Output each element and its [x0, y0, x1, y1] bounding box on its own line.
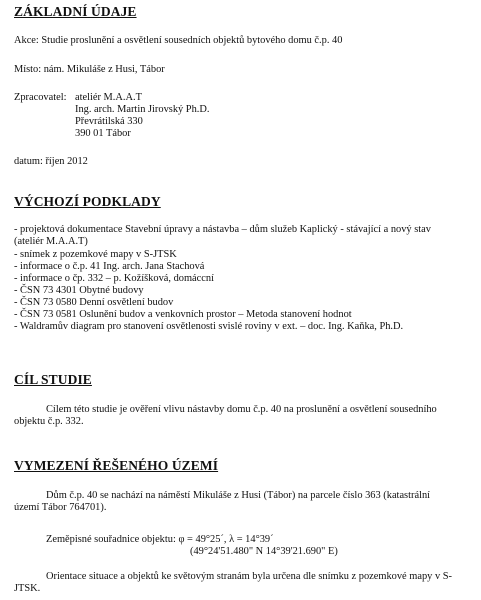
zpracovatel-label: Zpracovatel:	[14, 92, 67, 103]
zpracovatel-line-2: Ing. arch. Martin Jirovský Ph.D.	[75, 104, 210, 115]
cil-paragraph: Cílem této studie je ověření vlivu nástavby domu č.p. 40 na proslunění a osvětlení sousedního objektu č.p. 332.	[14, 404, 437, 427]
heading-zakladni-udaje: ZÁKLADNÍ ÚDAJE	[14, 4, 137, 19]
zpracovatel-line-4: 390 01 Tábor	[75, 128, 131, 139]
misto-line: Místo: nám. Mikuláše z Husi, Tábor	[14, 64, 165, 75]
podklady-item: - ČSN 73 0581 Oslunění budov a venkovních prostor – Metoda stanovení hodnot	[14, 309, 352, 320]
coords-line-1: Zeměpisné souřadnice objektu: φ = 49°25´, λ = 14°39´	[46, 534, 274, 545]
podklady-item: - snímek z pozemkové mapy v S-JTSK	[14, 249, 177, 260]
vymezeni-paragraph-1: Dům č.p. 40 se nachází na náměstí Mikuláše z Husi (Tábor) na parcele číslo 363 (katastrální území Tábor 764701).	[14, 490, 431, 513]
heading-vychozi-podklady: VÝCHOZÍ PODKLADY	[14, 194, 161, 209]
podklady-item: - ČSN 73 4301 Obytné budovy	[14, 285, 144, 296]
vymezeni-paragraph-2: Orientace situace a objektů ke světovým stranám byla určena dle snímku z pozemkové mapy v S-JTSK.	[14, 571, 452, 594]
heading-vymezeni: VYMEZENÍ ŘEŠENÉHO ÚZEMÍ	[14, 458, 219, 473]
podklady-item: - ČSN 73 0580 Denní osvětlení budov	[14, 297, 174, 308]
podklady-item: - projektová dokumentace Stavební úpravy a nástavba – dům služeb Kaplický - stávající a nový stav (ateliér M.A.A.T)	[14, 224, 431, 247]
akce-line: Akce: Studie proslunění a osvětlení sousedních objektů bytového domu č.p. 40	[14, 35, 343, 46]
datum-line: datum: říjen 2012	[14, 156, 88, 167]
podklady-item: - informace o čp. 332 – p. Kožíšková, domáccní	[14, 273, 214, 284]
zpracovatel-line-1: ateliér M.A.A.T	[75, 92, 142, 103]
zpracovatel-line-3: Převrátilská 330	[75, 116, 143, 127]
podklady-item: - Waldramův diagram pro stanovení osvětlenosti svislé roviny v ext. – doc. Ing. Kaňka, Ph.D.	[14, 321, 404, 332]
coords-line-2: (49°24'51.480" N 14°39'21.690" E)	[190, 546, 338, 557]
podklady-item: - informace o č.p. 41 Ing. arch. Jana Stachová	[14, 261, 205, 272]
heading-cil-studie: CÍL STUDIE	[14, 372, 92, 387]
